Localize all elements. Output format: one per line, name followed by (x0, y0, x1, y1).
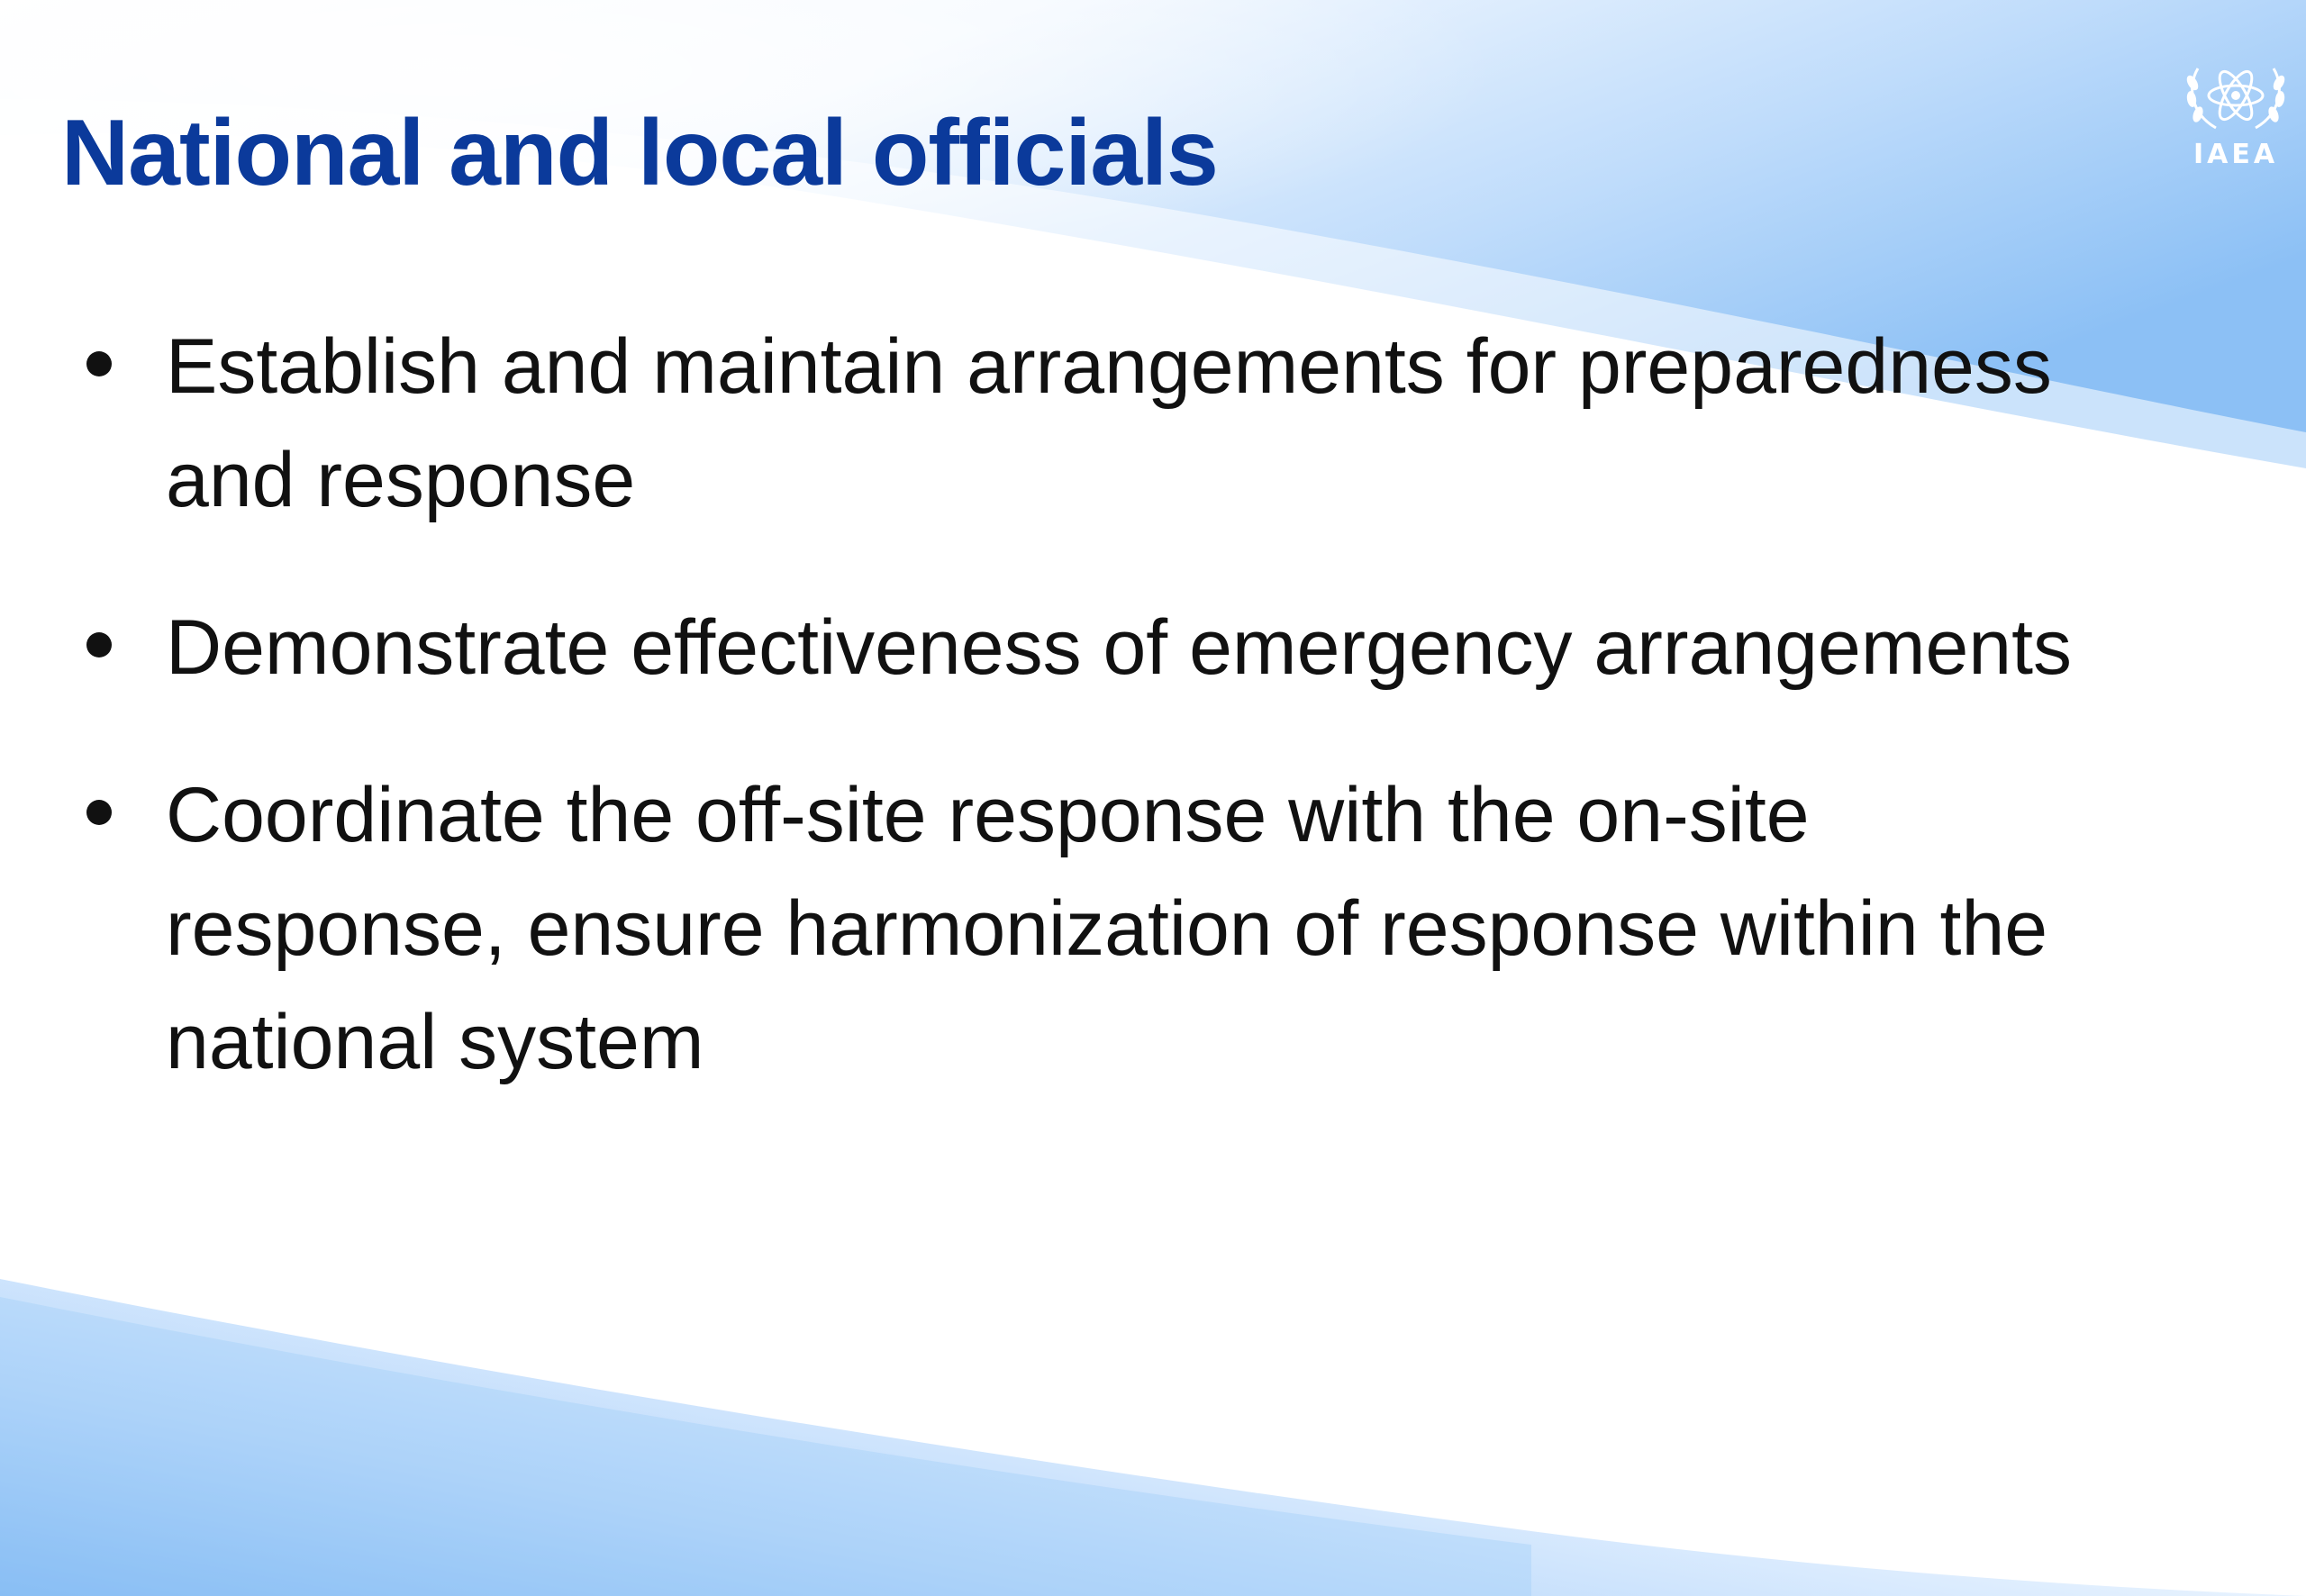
bullet-item (86, 310, 2158, 537)
bullet-item (86, 758, 2158, 1099)
bullet-text: Demonstrate effectiveness of emergency arrangements (166, 604, 2073, 691)
slide-title: National and local officials (61, 101, 1218, 205)
bullet-item (86, 591, 2158, 704)
bullet-text: Establish and maintain arrangements for preparedness and response (166, 323, 2052, 523)
iaea-emblem-icon (2180, 50, 2292, 137)
bullet-dot-icon (86, 632, 112, 657)
bullet-list (86, 310, 2158, 1153)
logo-text: IAEA (2193, 139, 2279, 170)
iaea-logo (2180, 50, 2292, 177)
bullet-text: Coordinate the off-site response with the on-site response, ensure harmonization of response within the national system (166, 772, 2048, 1085)
bullet-dot-icon (86, 800, 112, 825)
bullet-dot-icon (86, 351, 112, 376)
